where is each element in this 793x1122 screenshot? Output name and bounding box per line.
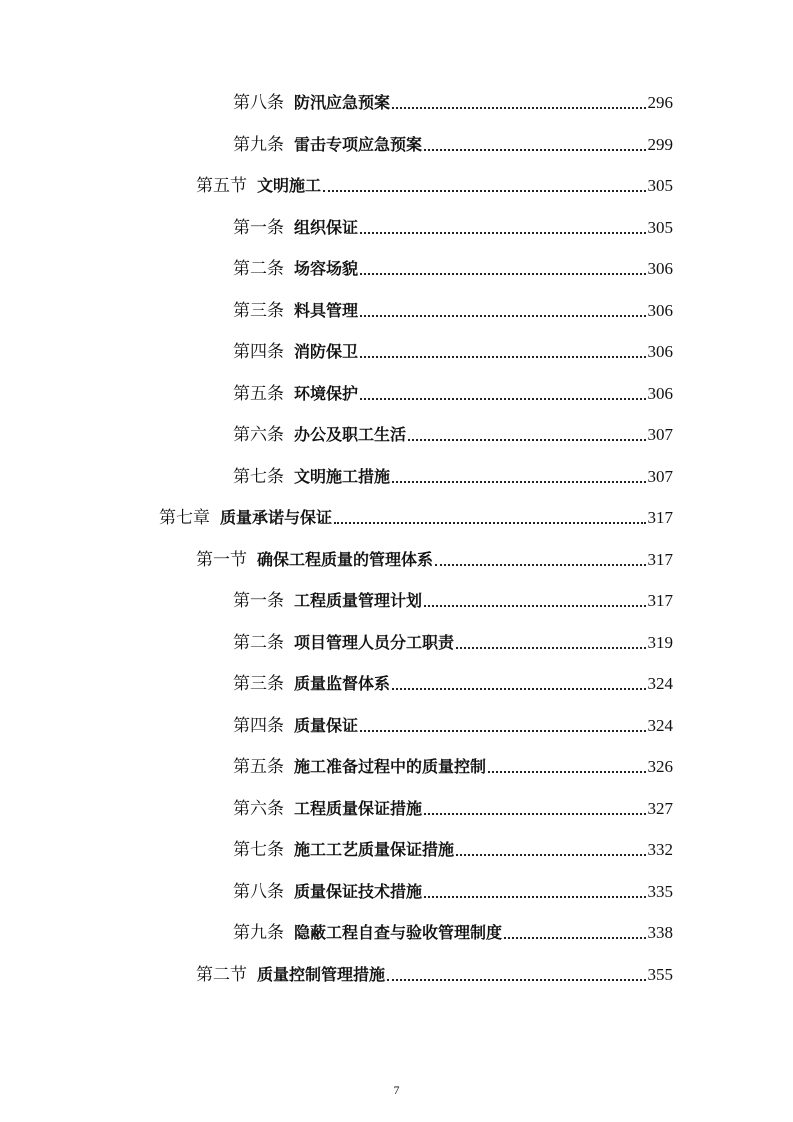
toc-entry-page: 324 [647,715,673,735]
toc-entry-title: 质量承诺与保证 [220,508,333,527]
dot-leader [323,190,645,192]
toc-entry-label: 第八条 [233,881,284,902]
toc-entry-page: 317 [647,591,673,610]
toc-entry-label: 第九条 [233,923,284,943]
toc-entry-title: 质量保证技术措施 [294,881,423,901]
toc-entry-label: 第七条 [233,466,284,487]
toc-entry-title: 组织保证 [294,217,359,237]
toc-entry-page: 306 [647,300,673,320]
dot-leader [488,771,645,773]
dot-leader [360,730,645,732]
toc-entry [233,794,673,820]
dot-leader [424,605,645,607]
toc-entry-title: 工程质量管理计划 [294,591,423,610]
toc-entry [233,835,673,861]
toc-entry-label: 第二条 [233,259,284,279]
toc-entry-title: 消防保卫 [294,342,359,361]
toc-entry-page: 338 [647,923,673,942]
toc-entry-page: 307 [647,425,673,444]
dot-leader [392,481,645,483]
toc-entry-label: 第八条 [233,93,284,113]
toc-entry-page: 306 [647,259,673,278]
toc-entry [233,669,673,695]
toc-entry-page: 305 [647,176,673,195]
toc-entry [196,171,673,197]
toc-entry [233,379,673,405]
toc-entry-label: 第四条 [233,342,284,362]
toc-entry [233,337,673,363]
toc-entry-title: 料具管理 [294,300,359,320]
dot-leader [435,564,645,566]
dot-leader [392,107,645,109]
toc-entry-page: 327 [647,798,673,818]
toc-entry [159,503,673,529]
toc-entry [233,88,673,114]
toc-entry-title: 办公及职工生活 [294,425,407,444]
toc-entry-page: 317 [647,549,673,569]
toc-entry-page: 306 [647,342,673,361]
dot-leader [360,398,645,400]
toc-entry [233,711,673,737]
dot-leader [360,232,645,234]
toc-entry-title: 质量保证 [294,715,359,735]
toc-entry-page: 317 [647,508,673,527]
toc-entry-title: 隐蔽工程自查与验收管理制度 [294,923,503,942]
dot-leader [424,896,645,898]
toc-entry-page: 324 [647,674,673,693]
dot-leader [392,688,645,690]
dot-leader [456,854,645,856]
toc-entry [233,130,673,156]
toc-entry-label: 第六条 [233,425,284,445]
toc-entry [233,254,673,280]
toc-entry-page: 299 [647,134,673,154]
dot-leader [456,647,645,649]
toc-entry-label: 第三条 [233,300,284,321]
toc-entry-page: 307 [647,466,673,486]
toc-entry-label: 第一条 [233,217,284,238]
toc-entry-label: 第七条 [233,840,284,860]
toc-entry-label: 第六条 [233,798,284,819]
toc-entry-label: 第三条 [233,674,284,694]
toc-entry-page: 296 [647,93,673,112]
toc-entry [233,213,673,239]
toc-entry [233,752,673,778]
toc-entry-title: 工程质量保证措施 [294,798,423,818]
toc-entry-label: 第五条 [233,383,284,404]
toc-entry-title: 环境保护 [294,383,359,403]
toc-entry-title: 防汛应急预案 [294,93,391,112]
toc-entry-page: 332 [647,840,673,859]
toc-entry-label: 第九条 [233,134,284,155]
toc-entry [196,545,673,571]
toc-entry-label: 第五节 [196,176,247,196]
toc-entry-title: 文明施工措施 [294,466,391,486]
dot-leader [360,315,645,317]
toc-entry-label: 第一节 [196,549,247,570]
toc-entry [233,420,673,446]
toc-entry-title: 施工工艺质量保证措施 [294,840,455,859]
toc-entry-title: 项目管理人员分工职责 [294,632,455,652]
toc-entry [233,462,673,488]
toc-entry-title: 施工准备过程中的质量控制 [294,757,487,776]
toc-entry [233,628,673,654]
dot-leader [408,439,645,441]
dot-leader [387,979,645,981]
toc-entry [196,960,673,986]
toc-entry-page: 319 [647,632,673,652]
dot-leader [424,813,645,815]
toc-entry-page: 305 [647,217,673,237]
dot-leader [504,937,645,939]
toc-entry-title: 文明施工 [257,176,322,195]
toc-entry [233,877,673,903]
toc-entry-title: 质量监督体系 [294,674,391,693]
toc-entry-title: 场容场貌 [294,259,359,278]
dot-leader [360,273,645,275]
toc-entry-title: 质量控制管理措施 [257,964,386,984]
toc-entry-label: 第二条 [233,632,284,653]
toc-entry-label: 第七章 [159,508,210,528]
toc-entry [233,296,673,322]
toc-entry-page: 326 [647,757,673,776]
dot-leader [424,149,645,151]
toc-entry-title: 确保工程质量的管理体系 [257,549,434,569]
toc-entry-page: 335 [647,881,673,901]
toc-entry-page: 306 [647,383,673,403]
page-number: 7 [393,1083,400,1097]
toc-entry [233,586,673,612]
toc-entry [233,918,673,944]
toc-entry-label: 第一条 [233,591,284,611]
toc-entry-title: 雷击专项应急预案 [294,134,423,154]
toc-entry-label: 第四条 [233,715,284,736]
dot-leader [334,522,645,524]
toc-entry-label: 第二节 [196,964,247,985]
toc-entry-page: 355 [647,964,673,984]
toc-entry-label: 第五条 [233,757,284,777]
dot-leader [360,356,645,358]
